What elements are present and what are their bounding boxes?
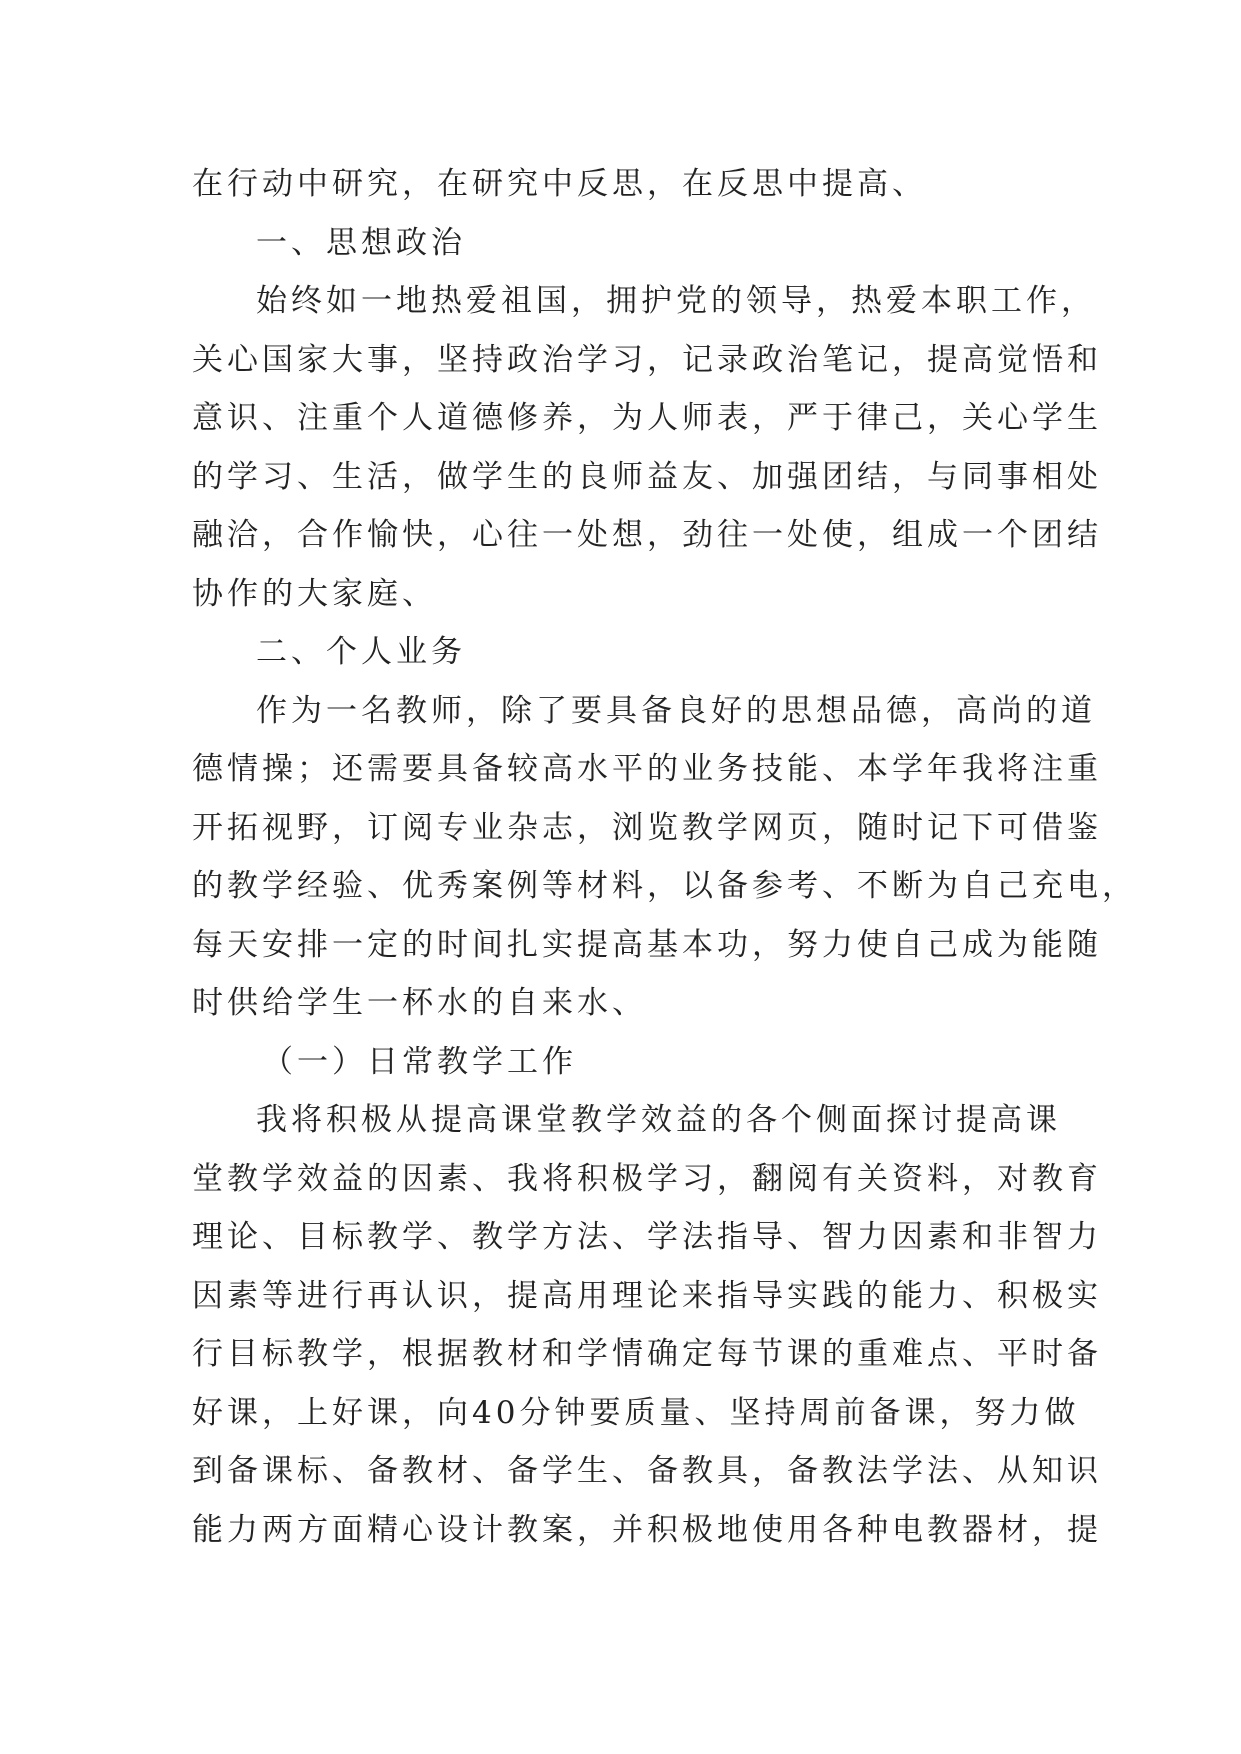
text-line: 到备课标、备教材、备学生、备教具，备教法学法、从知识 [192, 1453, 1102, 1489]
text-line: 行目标教学，根据教材和学情确定每节课的重难点、平时备 [192, 1336, 1102, 1372]
subsection-heading-daily-teaching: （一）日常教学工作 [262, 1043, 577, 1080]
text-line: 开拓视野，订阅专业杂志，浏览教学网页，随时记下可借鉴 [192, 809, 1102, 846]
text-line: 每天安排一定的时间扎实提高基本功，努力使自己成为能随 [192, 926, 1102, 963]
text-line: 的教学经验、优秀案例等材料，以备参考、不断为自己充电， [192, 868, 1137, 904]
text-line: 协作的大家庭、 [192, 575, 437, 612]
text-line: 始终如一地热爱祖国，拥护党的领导，热爱本职工作， [256, 283, 1096, 319]
text-line: 德情操；还需要具备较高水平的业务技能、本学年我将注重 [192, 751, 1102, 787]
text-line: 融洽，合作愉快，心往一处想，劲往一处使，组成一个团结 [192, 517, 1102, 553]
text-line: 理论、目标教学、教学方法、学法指导、智力因素和非智力 [192, 1219, 1102, 1255]
document-body [192, 155, 1137, 1559]
text-line: 好课，上好课，向40分钟要质量、坚持周前备课，努力做 [192, 1394, 1080, 1431]
text-line: 的学习、生活，做学生的良师益友、加强团结，与同事相处 [192, 458, 1102, 495]
text-line: 时供给学生一杯水的自来水、 [192, 985, 647, 1021]
section-heading-ideology: 一、思想政治 [256, 224, 466, 261]
text-line: 作为一名教师，除了要具备良好的思想品德，高尚的道 [256, 692, 1096, 729]
text-line: 堂教学效益的因素、我将积极学习，翻阅有关资料，对教育 [192, 1160, 1102, 1197]
text-line: 意识、注重个人道德修养，为人师表，严于律己，关心学生 [192, 400, 1102, 436]
text-line: 我将积极从提高课堂教学效益的各个侧面探讨提高课 [256, 1102, 1061, 1138]
text-line: 能力两方面精心设计教案，并积极地使用各种电教器材，提 [192, 1511, 1102, 1548]
section-heading-personal-work: 二、个人业务 [256, 634, 466, 670]
text-line: 在行动中研究，在研究中反思，在反思中提高、 [192, 166, 927, 202]
text-line: 关心国家大事，坚持政治学习，记录政治笔记，提高觉悟和 [192, 341, 1102, 378]
text-line: 因素等进行再认识，提高用理论来指导实践的能力、积极实 [192, 1277, 1102, 1314]
